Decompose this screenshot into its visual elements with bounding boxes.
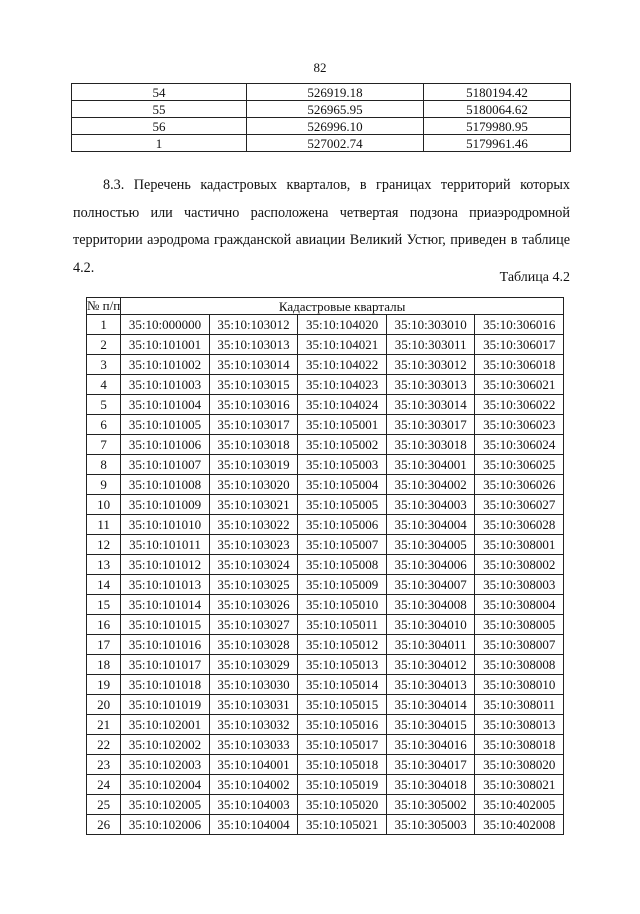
cadastral-code: 35:10:101010 xyxy=(121,515,210,535)
cadastral-code: 35:10:305002 xyxy=(386,795,475,815)
cadastral-code: 35:10:105011 xyxy=(298,615,387,635)
cadastral-code: 35:10:105012 xyxy=(298,635,387,655)
row-number: 24 xyxy=(87,775,121,795)
table-cell: 55 xyxy=(72,101,247,118)
cadastral-code: 35:10:304002 xyxy=(386,475,475,495)
cadastral-code: 35:10:306026 xyxy=(475,475,564,495)
table-cell: 54 xyxy=(72,84,247,101)
cadastral-code: 35:10:102006 xyxy=(121,815,210,835)
row-number: 4 xyxy=(87,375,121,395)
cadastral-code: 35:10:104024 xyxy=(298,395,387,415)
cadastral-code: 35:10:101012 xyxy=(121,555,210,575)
cadastral-code: 35:10:103024 xyxy=(209,555,298,575)
cadastral-code: 35:10:308010 xyxy=(475,675,564,695)
cadastral-code: 35:10:308018 xyxy=(475,735,564,755)
cadastral-code: 35:10:104003 xyxy=(209,795,298,815)
cadastral-code: 35:10:308004 xyxy=(475,595,564,615)
cadastral-code: 35:10:306017 xyxy=(475,335,564,355)
table-row xyxy=(87,455,564,475)
cadastral-code: 35:10:308001 xyxy=(475,535,564,555)
cadastral-code: 35:10:103013 xyxy=(209,335,298,355)
cadastral-code: 35:10:306023 xyxy=(475,415,564,435)
cadastral-code: 35:10:306028 xyxy=(475,515,564,535)
cadastral-code: 35:10:308013 xyxy=(475,715,564,735)
table-cell: 5179980.95 xyxy=(424,118,571,135)
cadastral-code: 35:10:304015 xyxy=(386,715,475,735)
cadastral-code: 35:10:101015 xyxy=(121,615,210,635)
cadastral-code: 35:10:303014 xyxy=(386,395,475,415)
cadastral-code: 35:10:103019 xyxy=(209,455,298,475)
cadastral-code: 35:10:308005 xyxy=(475,615,564,635)
cadastral-code: 35:10:105010 xyxy=(298,595,387,615)
cadastral-code: 35:10:303010 xyxy=(386,315,475,335)
cadastral-code: 35:10:103026 xyxy=(209,595,298,615)
cadastral-code: 35:10:103023 xyxy=(209,535,298,555)
cadastral-code: 35:10:308020 xyxy=(475,755,564,775)
table-row xyxy=(87,715,564,735)
cadastral-code: 35:10:303011 xyxy=(386,335,475,355)
cadastral-code: 35:10:101004 xyxy=(121,395,210,415)
cadastral-code: 35:10:304010 xyxy=(386,615,475,635)
table-row xyxy=(87,475,564,495)
cadastral-code: 35:10:101007 xyxy=(121,455,210,475)
cadastral-code: 35:10:306021 xyxy=(475,375,564,395)
cadastral-code: 35:10:103020 xyxy=(209,475,298,495)
cadastral-code: 35:10:306024 xyxy=(475,435,564,455)
table-row xyxy=(87,395,564,415)
cadastral-code: 35:10:105013 xyxy=(298,655,387,675)
cadastral-table-body xyxy=(87,315,564,835)
table-row xyxy=(87,535,564,555)
row-number: 15 xyxy=(87,595,121,615)
cadastral-code: 35:10:304012 xyxy=(386,655,475,675)
coordinates-table xyxy=(71,83,571,152)
table-row xyxy=(87,555,564,575)
table-row xyxy=(87,595,564,615)
row-number: 14 xyxy=(87,575,121,595)
cadastral-code: 35:10:101017 xyxy=(121,655,210,675)
cadastral-code: 35:10:103030 xyxy=(209,675,298,695)
cadastral-code: 35:10:105019 xyxy=(298,775,387,795)
cadastral-code: 35:10:103027 xyxy=(209,615,298,635)
table-row xyxy=(87,335,564,355)
cadastral-code: 35:10:303017 xyxy=(386,415,475,435)
cadastral-code: 35:10:306025 xyxy=(475,455,564,475)
cadastral-code: 35:10:103017 xyxy=(209,415,298,435)
cadastral-code: 35:10:304003 xyxy=(386,495,475,515)
cadastral-code: 35:10:101011 xyxy=(121,535,210,555)
cadastral-code: 35:10:102002 xyxy=(121,735,210,755)
cadastral-code: 35:10:101005 xyxy=(121,415,210,435)
cadastral-code: 35:10:304006 xyxy=(386,555,475,575)
cadastral-code: 35:10:308007 xyxy=(475,635,564,655)
cadastral-code: 35:10:104023 xyxy=(298,375,387,395)
cadastral-code: 35:10:105018 xyxy=(298,755,387,775)
cadastral-code: 35:10:101018 xyxy=(121,675,210,695)
cadastral-code: 35:10:103029 xyxy=(209,655,298,675)
cadastral-code: 35:10:304011 xyxy=(386,635,475,655)
table-row xyxy=(72,135,571,152)
cadastral-code: 35:10:308011 xyxy=(475,695,564,715)
cadastral-code: 35:10:105020 xyxy=(298,795,387,815)
row-number: 8 xyxy=(87,455,121,475)
cadastral-code: 35:10:304013 xyxy=(386,675,475,695)
cadastral-code: 35:10:105021 xyxy=(298,815,387,835)
table-row xyxy=(87,415,564,435)
table-row xyxy=(87,355,564,375)
cadastral-code: 35:10:103021 xyxy=(209,495,298,515)
table-row xyxy=(87,815,564,835)
row-number: 10 xyxy=(87,495,121,515)
cadastral-code: 35:10:103012 xyxy=(209,315,298,335)
row-number: 17 xyxy=(87,635,121,655)
cadastral-code: 35:10:306027 xyxy=(475,495,564,515)
header-title: Кадастровые кварталы xyxy=(121,298,564,315)
cadastral-code: 35:10:105001 xyxy=(298,415,387,435)
cadastral-code: 35:10:305003 xyxy=(386,815,475,835)
table-cell: 5180194.42 xyxy=(424,84,571,101)
cadastral-code: 35:10:104002 xyxy=(209,775,298,795)
cadastral-code: 35:10:304005 xyxy=(386,535,475,555)
cadastral-code: 35:10:303013 xyxy=(386,375,475,395)
table-cell: 526996.10 xyxy=(247,118,424,135)
cadastral-code: 35:10:102005 xyxy=(121,795,210,815)
table-row xyxy=(87,435,564,455)
table-row xyxy=(87,655,564,675)
cadastral-code: 35:10:102001 xyxy=(121,715,210,735)
cadastral-code: 35:10:105002 xyxy=(298,435,387,455)
cadastral-code: 35:10:103018 xyxy=(209,435,298,455)
cadastral-code: 35:10:104004 xyxy=(209,815,298,835)
cadastral-code: 35:10:103032 xyxy=(209,715,298,735)
cadastral-code: 35:10:105009 xyxy=(298,575,387,595)
cadastral-code: 35:10:105007 xyxy=(298,535,387,555)
row-number: 23 xyxy=(87,755,121,775)
row-number: 20 xyxy=(87,695,121,715)
cadastral-code: 35:10:104001 xyxy=(209,755,298,775)
cadastral-code: 35:10:308002 xyxy=(475,555,564,575)
table-row xyxy=(87,615,564,635)
cadastral-code: 35:10:303012 xyxy=(386,355,475,375)
table-row xyxy=(87,775,564,795)
cadastral-code: 35:10:105017 xyxy=(298,735,387,755)
cadastral-code: 35:10:306022 xyxy=(475,395,564,415)
table-row xyxy=(87,575,564,595)
cadastral-code: 35:10:304018 xyxy=(386,775,475,795)
cadastral-code: 35:10:103028 xyxy=(209,635,298,655)
cadastral-code: 35:10:101019 xyxy=(121,695,210,715)
cadastral-code: 35:10:102004 xyxy=(121,775,210,795)
table-cell: 526919.18 xyxy=(247,84,424,101)
cadastral-code: 35:10:304014 xyxy=(386,695,475,715)
table-row xyxy=(87,315,564,335)
table-row xyxy=(87,375,564,395)
table-caption: Таблица 4.2 xyxy=(499,270,570,285)
row-number: 13 xyxy=(87,555,121,575)
cadastral-code: 35:10:103016 xyxy=(209,395,298,415)
table-row xyxy=(87,495,564,515)
coordinates-table-body xyxy=(72,84,571,152)
cadastral-code: 35:10:102003 xyxy=(121,755,210,775)
cadastral-code: 35:10:105003 xyxy=(298,455,387,475)
row-number: 18 xyxy=(87,655,121,675)
cadastral-code: 35:10:104020 xyxy=(298,315,387,335)
cadastral-code: 35:10:103025 xyxy=(209,575,298,595)
cadastral-code: 35:10:304016 xyxy=(386,735,475,755)
page-number: 82 xyxy=(313,60,327,75)
table-row xyxy=(87,515,564,535)
row-number: 11 xyxy=(87,515,121,535)
cadastral-code: 35:10:308021 xyxy=(475,775,564,795)
cadastral-code: 35:10:105014 xyxy=(298,675,387,695)
row-number: 5 xyxy=(87,395,121,415)
cadastral-code: 35:10:402008 xyxy=(475,815,564,835)
table-cell: 56 xyxy=(72,118,247,135)
row-number: 2 xyxy=(87,335,121,355)
row-number: 7 xyxy=(87,435,121,455)
cadastral-code: 35:10:105008 xyxy=(298,555,387,575)
cadastral-code: 35:10:105004 xyxy=(298,475,387,495)
table-row xyxy=(87,735,564,755)
cadastral-code: 35:10:304017 xyxy=(386,755,475,775)
cadastral-code: 35:10:306018 xyxy=(475,355,564,375)
table-row xyxy=(87,635,564,655)
cadastral-code: 35:10:103022 xyxy=(209,515,298,535)
cadastral-code: 35:10:104022 xyxy=(298,355,387,375)
row-number: 21 xyxy=(87,715,121,735)
cadastral-code: 35:10:306016 xyxy=(475,315,564,335)
cadastral-code: 35:10:303018 xyxy=(386,435,475,455)
table-cell: 5179961.46 xyxy=(424,135,571,152)
row-number: 6 xyxy=(87,415,121,435)
cadastral-code: 35:10:304008 xyxy=(386,595,475,615)
cadastral-code: 35:10:308008 xyxy=(475,655,564,675)
row-number: 26 xyxy=(87,815,121,835)
cadastral-quarters-table xyxy=(86,297,564,835)
table-cell: 1 xyxy=(72,135,247,152)
table-cell: 5180064.62 xyxy=(424,101,571,118)
cadastral-code: 35:10:103015 xyxy=(209,375,298,395)
table-row xyxy=(72,118,571,135)
cadastral-code: 35:10:101013 xyxy=(121,575,210,595)
row-number: 9 xyxy=(87,475,121,495)
cadastral-code: 35:10:103031 xyxy=(209,695,298,715)
cadastral-code: 35:10:104021 xyxy=(298,335,387,355)
section-paragraph: 8.3. Перечень кадастровых кварталов, в границах территорий которых полностью или частично расположена четвертая подзона приаэродромной территории аэродрома гражданской авиации Великий Устюг, приведен в таблице 4.2. xyxy=(73,177,570,276)
table-row xyxy=(72,84,571,101)
row-number: 12 xyxy=(87,535,121,555)
cadastral-code: 35:10:105016 xyxy=(298,715,387,735)
cadastral-code: 35:10:103033 xyxy=(209,735,298,755)
cadastral-code: 35:10:101006 xyxy=(121,435,210,455)
table-row xyxy=(87,675,564,695)
cadastral-code: 35:10:105015 xyxy=(298,695,387,715)
cadastral-code: 35:10:304004 xyxy=(386,515,475,535)
header-num: № п/п xyxy=(87,298,121,313)
cadastral-code: 35:10:101001 xyxy=(121,335,210,355)
table-row xyxy=(87,755,564,775)
row-number: 19 xyxy=(87,675,121,695)
cadastral-code: 35:10:103014 xyxy=(209,355,298,375)
row-number: 3 xyxy=(87,355,121,375)
cadastral-code: 35:10:304007 xyxy=(386,575,475,595)
row-number: 22 xyxy=(87,735,121,755)
table-row xyxy=(72,101,571,118)
cadastral-code: 35:10:105006 xyxy=(298,515,387,535)
cadastral-code: 35:10:000000 xyxy=(121,315,210,335)
cadastral-code: 35:10:101009 xyxy=(121,495,210,515)
cadastral-code: 35:10:304001 xyxy=(386,455,475,475)
cadastral-code: 35:10:402005 xyxy=(475,795,564,815)
row-number: 25 xyxy=(87,795,121,815)
cadastral-code: 35:10:101002 xyxy=(121,355,210,375)
cadastral-code: 35:10:101008 xyxy=(121,475,210,495)
table-row xyxy=(87,795,564,815)
cadastral-code: 35:10:308003 xyxy=(475,575,564,595)
row-number: 16 xyxy=(87,615,121,635)
cadastral-code: 35:10:105005 xyxy=(298,495,387,515)
header-row xyxy=(87,298,564,315)
row-number: 1 xyxy=(87,315,121,335)
table-header xyxy=(87,298,564,315)
cadastral-code: 35:10:101014 xyxy=(121,595,210,615)
cadastral-code: 35:10:101003 xyxy=(121,375,210,395)
table-cell: 526965.95 xyxy=(247,101,424,118)
table-cell: 527002.74 xyxy=(247,135,424,152)
table-row xyxy=(87,695,564,715)
cadastral-code: 35:10:101016 xyxy=(121,635,210,655)
